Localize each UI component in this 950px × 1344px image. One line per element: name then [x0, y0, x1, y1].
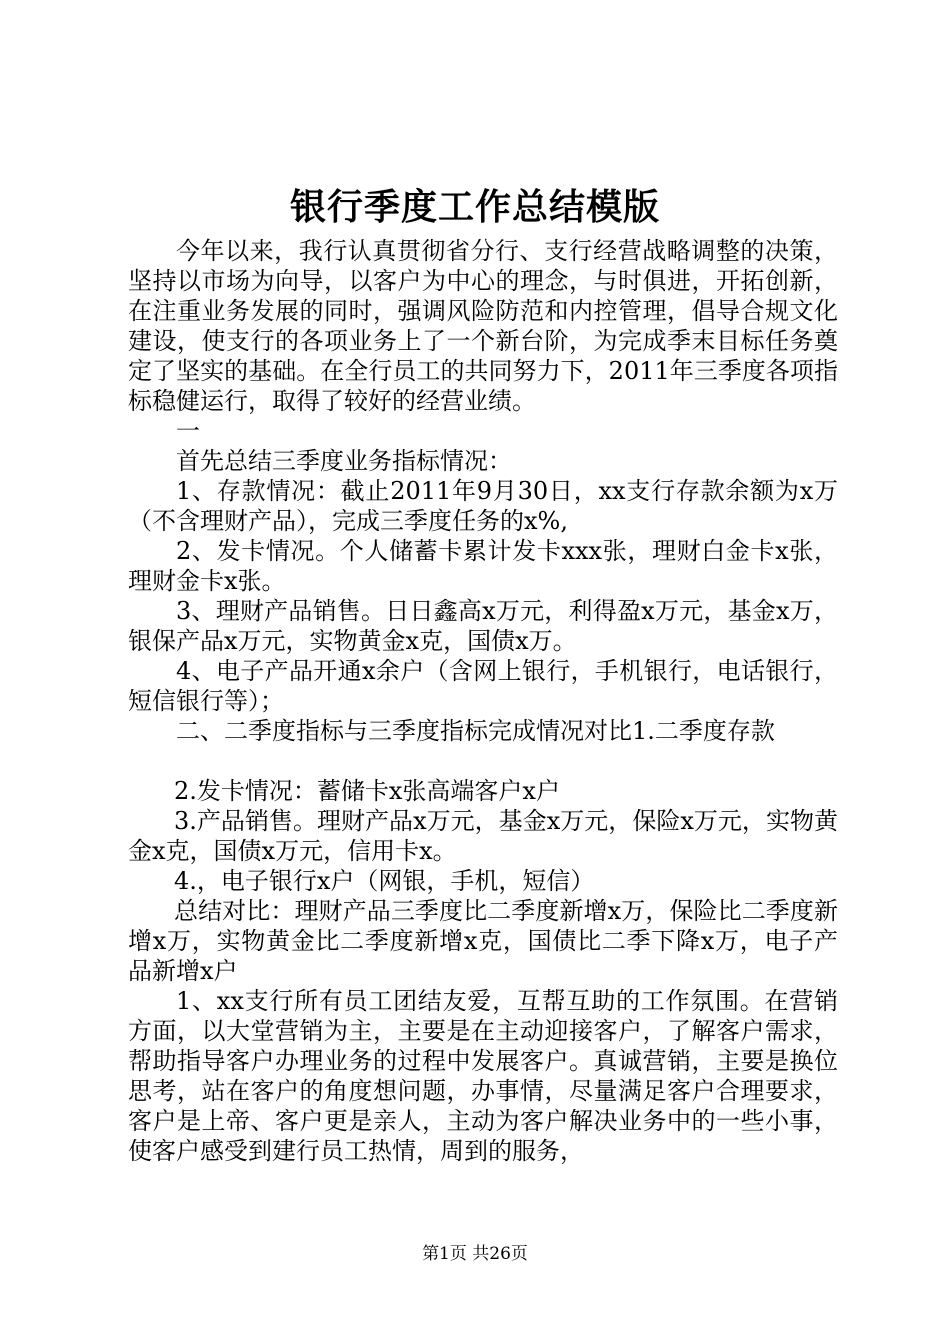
section-marker: 一: [176, 417, 200, 445]
wealth-product-item: 3、理财产品销售。日日鑫高x万元，利得盈x万元，基金x万，银保产品x万元，实物黄金x克，国债x万。: [128, 597, 838, 655]
q2-card-item: 2.发卡情况：蓄储卡x张高端客户x户: [174, 777, 560, 805]
summary-heading: 首先总结三季度业务指标情况：: [176, 447, 512, 475]
comparison-summary: 总结对比：理财产品三季度比二季度新增x万，保险比二季度新增x万，实物黄金比二季度新增x克，国债比二季下降x万，电子产品新增x户: [128, 897, 838, 985]
blank-line: [128, 746, 838, 776]
comparison-heading: 二、二季度指标与三季度指标完成情况对比1.二季度存款: [176, 717, 775, 745]
page-footer: 第1页 共26页: [422, 1244, 528, 1264]
q2-product-item: 3.产品销售。理财产品x万元，基金x万元，保险x万元，实物黄金x克，国债x万元，信用卡x。: [128, 807, 838, 865]
intro-paragraph: 今年以来，我行认真贯彻省分行、支行经营战略调整的决策，坚持以市场为向导，以客户为中心的理念，与时俱进，开拓创新，在注重业务发展的同时，强调风险防范和内控管理，倡导合规文化建设，使支行的各项业务上了一个新台阶，为完成季末目标任务奠定了坚实的基础。在全行员工的共同努力下，2011年三季度各项指标稳健运行，取得了较好的经营业绩。: [128, 237, 838, 415]
team-paragraph: 1、xx支行所有员工团结友爱，互帮互助的工作氛围。在营销方面，以大堂营销为主，主要是在主动迎接客户，了解客户需求，帮助指导客户办理业务的过程中发展客户。真诚营销，主要是换位思考，站在客户的角度想问题，办事情，尽量满足客户合理要求，客户是上帝、客户更是亲人，主动为客户解决业务中的一些小事，使客户感受到建行员工热情，周到的服务，: [128, 987, 838, 1165]
electronic-product-item: 4、电子产品开通x余户（含网上银行，手机银行，电话银行，短信银行等）；: [128, 657, 838, 715]
deposit-item: 1、存款情况：截止2011年9月30日，xx支行存款余额为x万（不含理财产品），完成三季度任务的x%,: [128, 477, 838, 535]
q2-ebank-item: 4.，电子银行x户（网银，手机，短信）: [174, 867, 595, 895]
card-item: 2、发卡情况。个人储蓄卡累计发卡xxx张，理财白金卡x张，理财金卡x张。: [128, 537, 838, 595]
document-title: 银行季度工作总结模版: [289, 186, 660, 228]
document-body: [128, 236, 838, 1166]
